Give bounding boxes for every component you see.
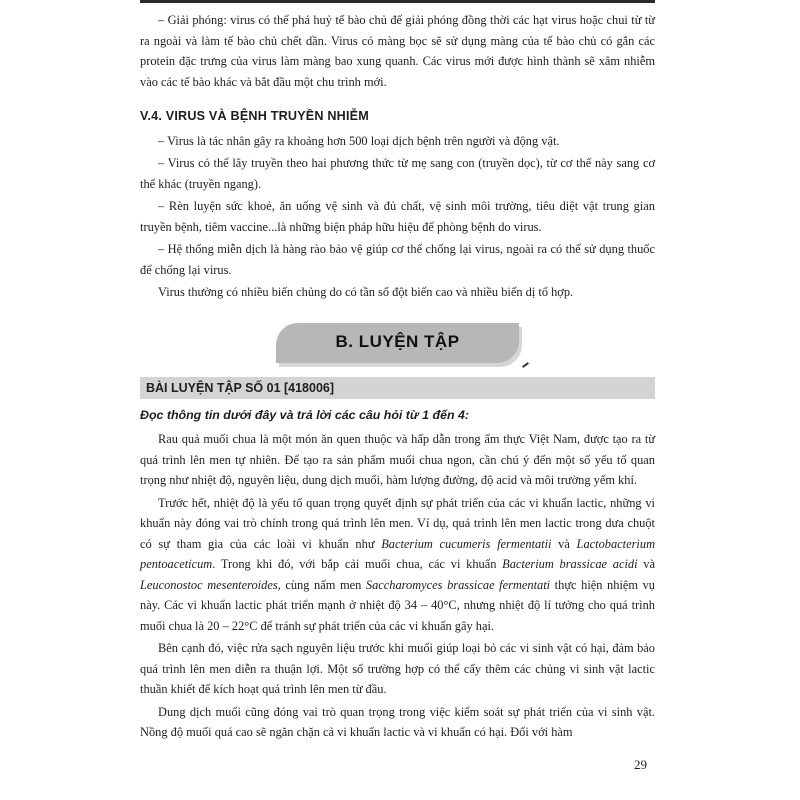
p2-text-6: thực hiện nhiệm vụ này. Các vi khuẩn lactic phát triển mạnh ở nhiệt độ 34 – 40°C, nhưng nhiệt độ lí tưởng cho quá trình muối chua là 20 – 22°C để tránh sự phát triển của các vi khuẩn gây hại.: [140, 577, 656, 633]
section-v4-heading: V.4. VIRUS VÀ BỆNH TRUYỀN NHIỄM: [140, 109, 369, 123]
exercise-paragraph-2: [140, 493, 655, 637]
species-name: Leuconostoc mesenteroides: [140, 577, 278, 592]
p2-text-5: , cùng nấm men: [277, 577, 366, 592]
p2-text-1: Trước hết, nhiệt độ là yếu tố quan trọng quyết định sự phát triển của các vi khuẩn lactic, những vi khuẩn này đóng vai trò chính trong quá trình lên men. Ví dụ, quá trình lên men lactic trong dưa chuột có sự tham gia của các loài vi khuẩn như: [140, 495, 655, 551]
v4-paragraph-1: – Virus là tác nhân gây ra khoảng hơn 500 loại dịch bệnh trên người và động vật.: [158, 133, 560, 148]
v4-paragraph-3: – Rèn luyện sức khoẻ, ăn uống vệ sinh và đủ chất, vệ sinh môi trường, tiêu diệt vật trung gian truyền bệnh, tiêm vaccine...là những biện pháp hữu hiệu để phòng bệnh do virus.: [140, 199, 655, 234]
p2-text-3: . Trong khi đó, với bắp cải muối chua, các vi khuẩn: [212, 557, 503, 571]
section-b-banner: [276, 323, 519, 363]
species-name: Saccharomyces brassicae fermentati: [365, 577, 551, 592]
page-number: 29: [634, 757, 647, 772]
v4-paragraph-5: Virus thường có nhiều biến chủng do có tần số đột biến cao và nhiều biến dị tổ hợp.: [158, 285, 574, 299]
species-name: Bacterium cucumeris fermentatii: [381, 536, 552, 551]
exercise-title-bar: BÀI LUYỆN TẬP SỐ 01 [418006]: [140, 377, 655, 399]
exercise-paragraph-4: Dung dịch muối cũng đóng vai trò quan trọng trong việc kiểm soát sự phát triển của vi sinh vật. Nồng độ muối quá cao sẽ ngăn chặn cả vi khuẩn lactic và vi khuẩn có hại. Đối với hàm: [140, 704, 655, 739]
release-paragraph: – Giải phóng: virus có thể phá huỷ tế bào chủ để giải phóng đồng thời các hạt virus hoặc chui từ từ ra ngoài và làm tế bào chủ chết dần. Virus có màng bọc sẽ sử dụng màng của tế bào chủ có gắn các protein đặc trưng của virus làm màng bao xung quanh. Các virus mới được hình thành sẽ xâm nhiễm vào các tế bào khác và bắt đầu một chu trình mới.: [140, 13, 655, 89]
exercise-paragraph-3: Bên cạnh đó, việc rửa sạch nguyên liệu trước khi muối giúp loại bỏ các vi sinh vật có hại, đảm bảo quá trình lên men diễn ra thuận lợi. Một số trường hợp có thể cấy thêm các chủng vi sinh vật lactic thuần khiết để kích hoạt quá trình lên men từ đầu.: [140, 641, 655, 696]
section-b-title: B. LUYỆN TẬP: [335, 332, 460, 352]
banner-tick: [522, 362, 529, 368]
exercise-prompt: Đọc thông tin dưới đây và trả lời các câu hỏi từ 1 đến 4:: [140, 407, 470, 422]
species-name: Lactobacterium pentoaceticum: [140, 536, 656, 571]
v4-paragraph-2: – Virus có thể lây truyền theo hai phương thức từ mẹ sang con (truyền dọc), từ cơ thể này sang cơ thể khác (truyền ngang).: [140, 156, 655, 191]
v4-paragraph-4: – Hệ thống miễn dịch là hàng rào bảo vệ giúp cơ thể chống lại virus, ngoài ra có thể sử dụng thuốc để chống lại virus.: [140, 242, 655, 277]
page-body: [140, 10, 655, 745]
p2-text-2: và: [551, 536, 577, 551]
exercise-paragraph-1: Rau quả muối chua là một món ăn quen thuộc và hấp dẫn trong ẩm thực Việt Nam, được tạo ra từ quá trình lên men tự nhiên. Để tạo ra sản phẩm muối chua ngon, cần chú ý đến một số yếu tố quan trọng như nhiệt độ, nguyên liệu, dung dịch muối, hàm lượng đường, độ acid và môi trường yếm khí.: [140, 432, 655, 487]
species-name: Bacterium brassicae acidi: [502, 557, 638, 571]
header-rule: [140, 0, 655, 3]
p2-text-4: và: [637, 557, 656, 571]
